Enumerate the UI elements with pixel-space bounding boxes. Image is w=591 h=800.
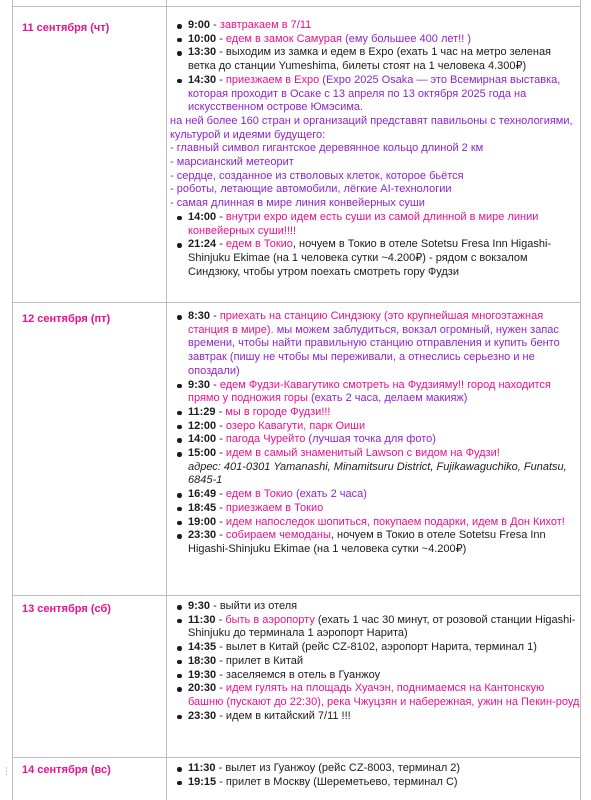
expo-point: - самая длинная в мире линия конвейерных суши — [170, 197, 425, 210]
day-label-1: 11 сентября (чт) — [22, 22, 110, 34]
row-resize-handle[interactable]: ⋮ — [2, 766, 11, 776]
schedule-item: 16:49 - едем в Токио (ехать 2 часа) — [170, 488, 580, 502]
expo-point: - марсианский метеорит — [170, 156, 294, 169]
row-divider — [12, 302, 580, 303]
schedule-item: 9:30 - выйти из отеля — [170, 600, 580, 614]
day-3-schedule — [170, 600, 580, 723]
day-4-schedule — [170, 762, 580, 789]
schedule-item: 19:15 - прилет в Москву (Шереметьево, терминал С) — [170, 776, 580, 790]
schedule-item: 23:30 - собираем чемоданы, ночуем в Токио в отеле Sotetsu Fresa Inn Higashi-Shinjuku Ekimae (на 1 человека сутки ~4.200₽) — [170, 529, 580, 556]
schedule-item: 14:00 - внутри expo идем есть суши из самой длинной в мире линии конвейерных суши!!!! — [170, 211, 580, 238]
schedule-item: 13:30 - выходим из замка и едем в Expo (ехать 1 час на метро зеленая ветка до станции Yumeshima, билеты стоят на 1 человека 4.300₽) — [170, 46, 580, 73]
schedule-item: 9:00 - завтракаем в 7/11 — [170, 19, 580, 33]
schedule-item: 8:30 - приехать на станцию Синдзюку (это крупнейшая многоэтажная станция в мире). мы можем заблудиться, вокзал огромный, нужен запас времени, чтобы найти правильную станцию отправления и купить бенто завтрак (пишу не чтобы мы переживали, а отнеслись серьезно и не опоздали) — [170, 310, 580, 379]
schedule-item: 9:30 - едем Фудзи-Кавагутико смотреть на Фудзияму!! город находится прямо у подножия горы (ехать 2 часа, делаем макияж) — [170, 379, 580, 406]
expo-point: - роботы, летающие автомобили, лёгкие AI-технологии — [170, 183, 452, 196]
lawson-address: адрес: 401-0301 Yamanashi, Minamitsuru District, Fujikawaguchiko, Funatsu, 6845-1 — [188, 460, 567, 487]
table-column-divider — [166, 0, 167, 800]
row-divider — [12, 757, 580, 758]
row-divider — [12, 6, 580, 7]
schedule-item: 23:30 - идем в китайский 7/11 !!! — [170, 710, 580, 724]
row-divider — [12, 595, 580, 596]
schedule-item: 14:35 - вылет в Китай (рейс CZ-8102, аэропорт Нарита, терминал 1) — [170, 641, 580, 655]
expo-intro: на ней более 160 стран и организаций представят павильоны с технологиями, культурой и идеями будущего: — [170, 114, 573, 141]
expo-point: - сердце, созданное из стволовых клеток, которое бьётся — [170, 169, 464, 182]
schedule-item: 18:30 - прилет в Китай — [170, 655, 580, 669]
expo-point: - главный символ гигантское деревянное кольцо длиной 2 км — [170, 142, 484, 155]
day-1-schedule — [170, 19, 580, 279]
day-label-3: 13 сентября (сб) — [22, 603, 111, 615]
schedule-item: 11:29 - мы в городе Фудзи!!! — [170, 406, 580, 420]
schedule-item: 19:00 - идем напоследок шопиться, покупаем подарки, идем в Дон Кихот! — [170, 516, 580, 530]
table-left-border — [12, 0, 13, 800]
schedule-item: 15:00 - идем в самый знаменитый Lawson с видом на Фудзи! адрес: 401-0301 Yamanashi, Minamitsuru District, Fujikawaguchiko, Funatsu, 6845-1 — [170, 447, 580, 488]
schedule-item: 20:30 - идем гулять на площадь Хуачэн, поднимаемся на Кантонскую башню (пускают до 22:30), река Чжуцзян и набережная, ужин на Пекин-роуд — [170, 682, 580, 709]
day-label-4: 14 сентября (вс) — [22, 764, 111, 776]
day-2-schedule — [170, 310, 580, 557]
schedule-item: 11:30 - быть в аэропорту (ехать 1 час 30 минут, от розовой станции Higashi-Shinjuku до терминала 1 аэропорт Нарита) — [170, 614, 580, 641]
day-label-2: 12 сентября (пт) — [22, 313, 111, 325]
schedule-item: 21:24 - едем в Токио, ночуем в Токио в отеле Sotetsu Fresa Inn Higashi-Shinjuku Ekimae (на 1 человека сутки ~4.200₽) - рядом с вокзалом Синдзюку, чтобы утром поехать смотреть гору Фудзи — [170, 238, 580, 279]
schedule-item: 10:00 - едем в замок Самурая (ему большее 400 лет!! ) — [170, 33, 580, 47]
schedule-item: 19:30 - заселяемся в отель в Гуанжоу — [170, 669, 580, 683]
table-right-border — [580, 0, 581, 800]
schedule-item: 14:00 - пагода Чурейто (лучшая точка для фото) — [170, 433, 580, 447]
schedule-item: 11:30 - вылет из Гуанжоу (рейс CZ-8003, терминал 2) — [170, 762, 580, 776]
schedule-item: 18:45 - приезжаем в Токио — [170, 502, 580, 516]
schedule-item: 14:30 - приезжаем в Expo (Expo 2025 Osaka — это Всемирная выставка, которая проходит в Осаке с 13 апреля по 13 октября 2025 года на искусственном острове Юмэсима. — [170, 74, 580, 115]
schedule-item: 12:00 - озеро Кавагути, парк Оиши — [170, 420, 580, 434]
